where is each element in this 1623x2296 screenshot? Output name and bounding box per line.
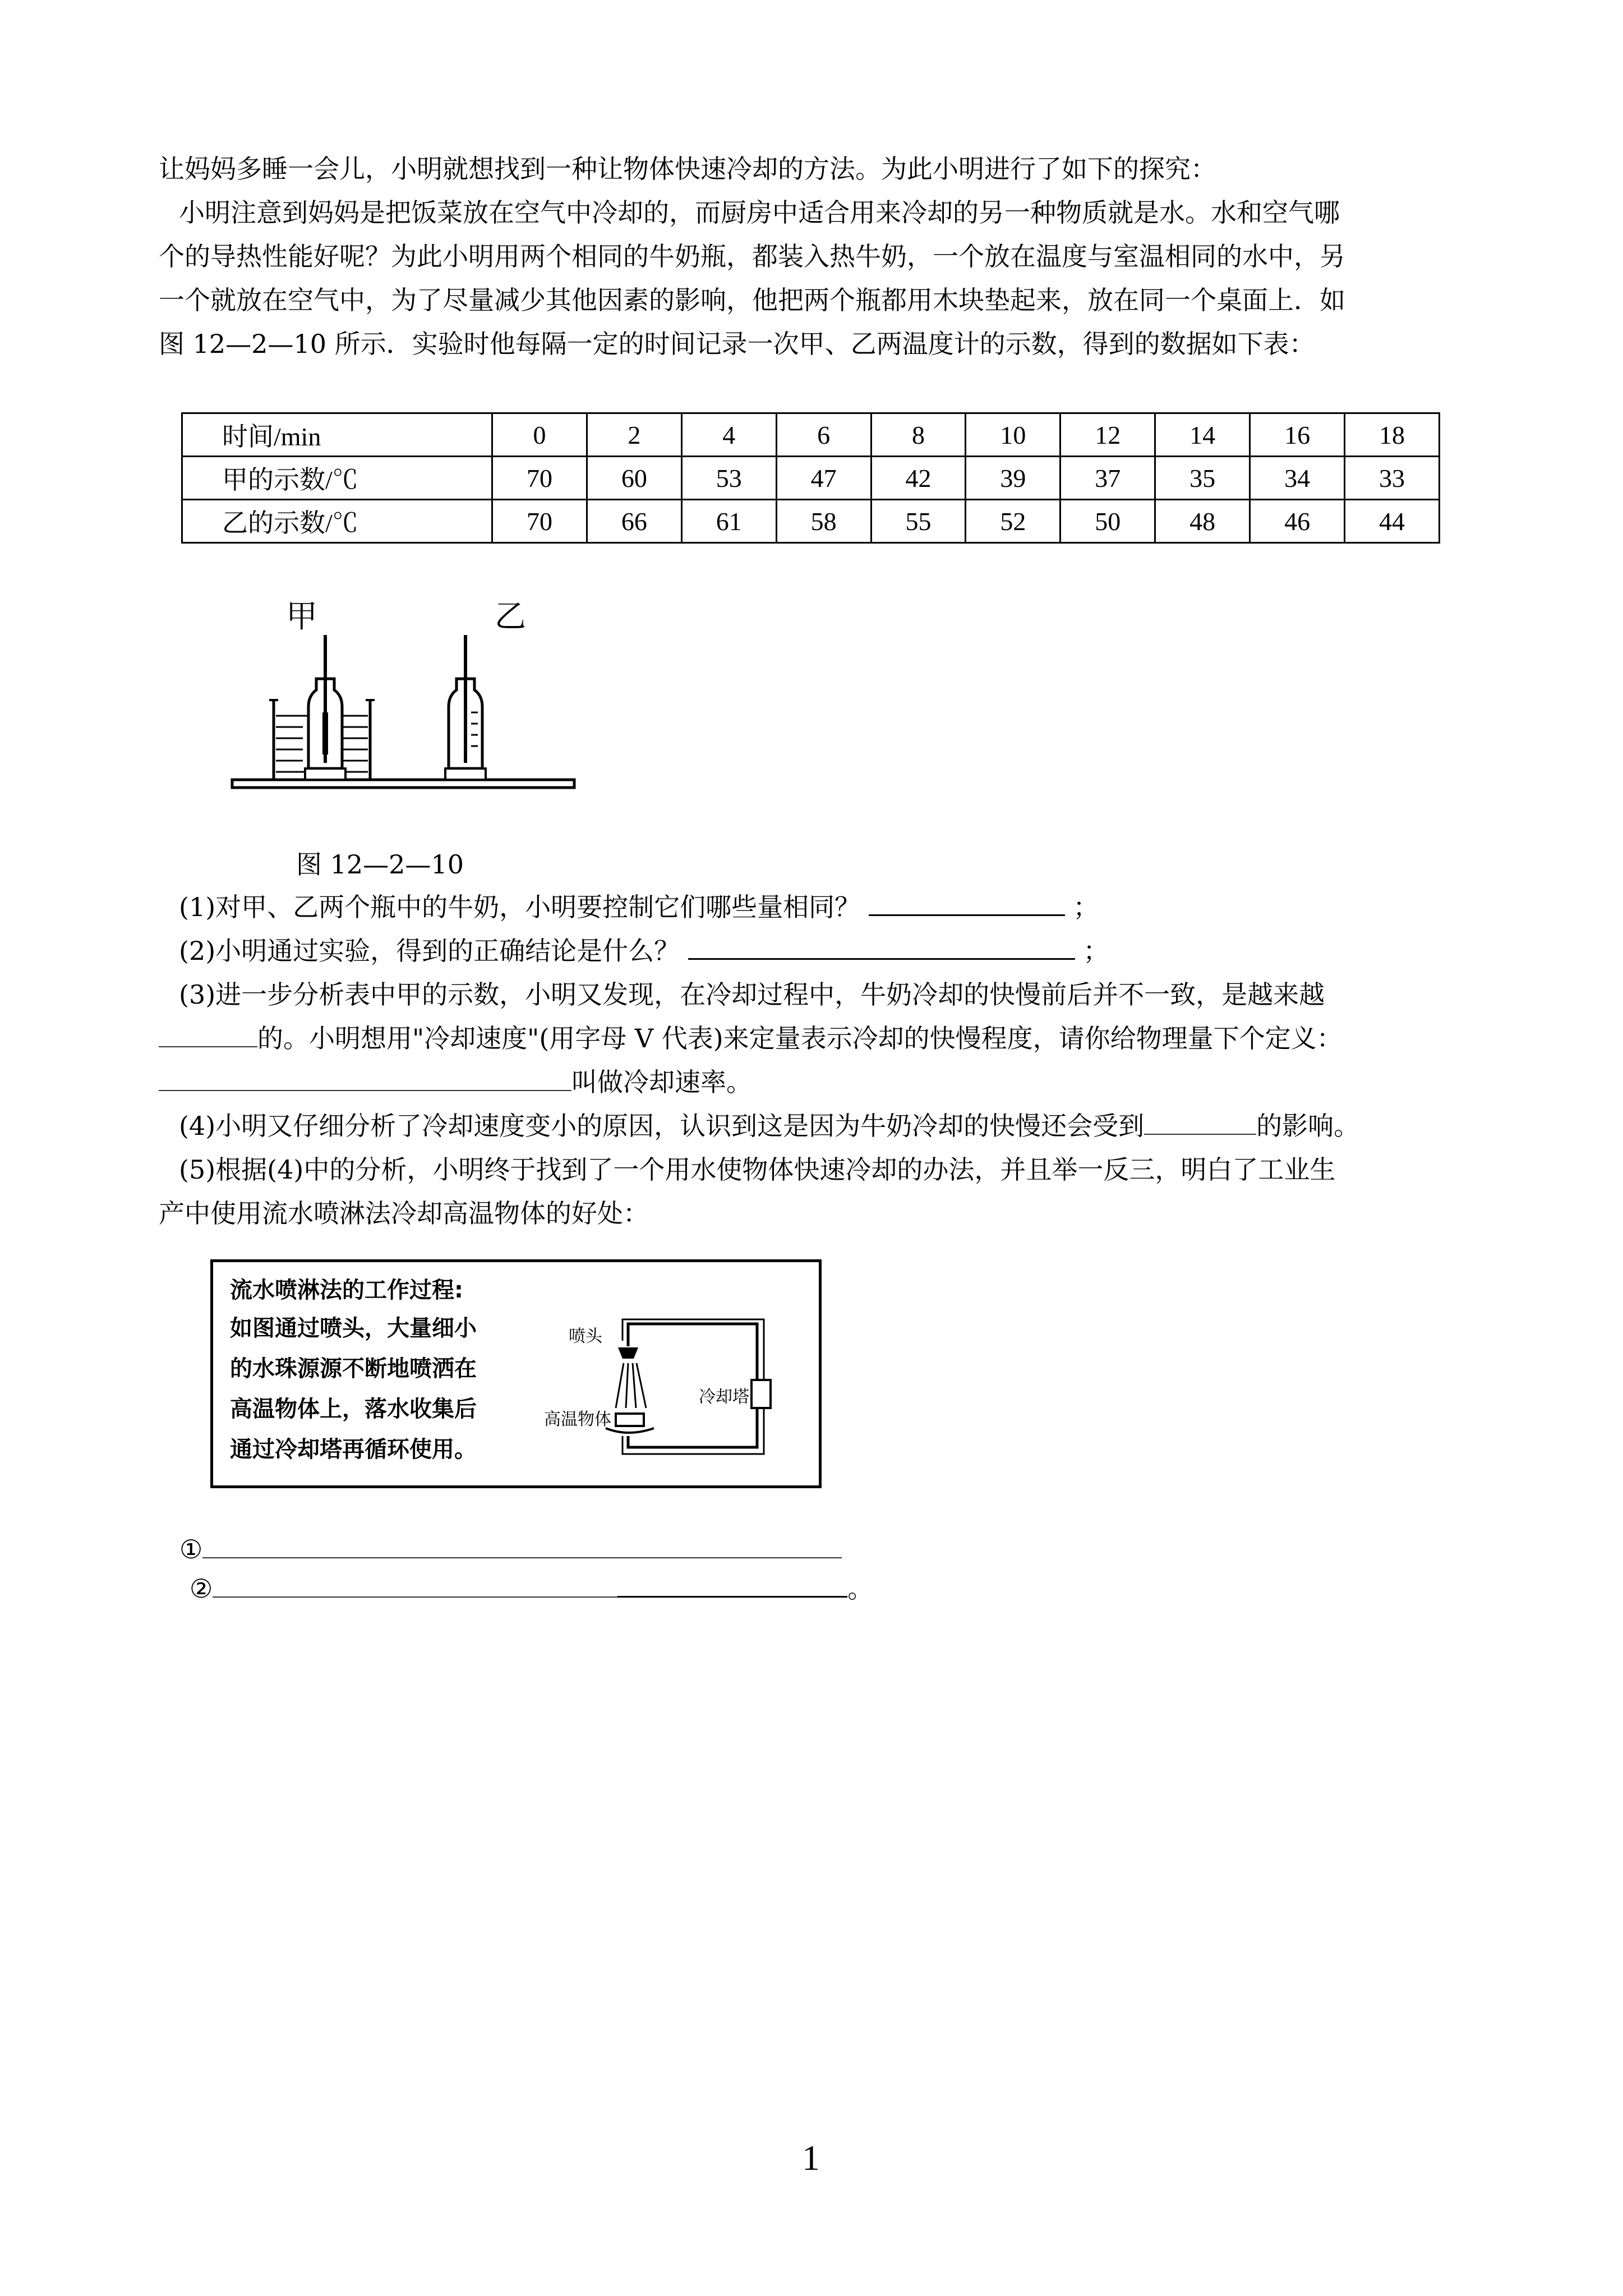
table-cell: 61 [681,500,776,543]
answer-blank[interactable] [869,889,1065,916]
box-body [230,1308,544,1470]
answer-blank[interactable] [1144,1108,1256,1135]
label-cooling-tower: 冷却塔 [699,1387,749,1407]
question-2 [159,929,1482,973]
box-line: 高温物体上，落水收集后 [230,1396,477,1422]
collection-tray [606,1428,654,1433]
table-header-cell: 时间/min [182,413,492,457]
answer-blank[interactable] [617,1570,847,1598]
intro-line: 一个就放在空气中，为了尽量减少其他因素的影响，他把两个瓶都用木块垫起来，放在同一个桌面上．如 [159,285,1345,315]
box-line: 通过冷却塔再循环使用。 [230,1437,477,1462]
intro-line: 让妈妈多睡一会儿，小明就想找到一种让物体快速冷却的方法。为此小明进行了如下的探究： [159,154,1216,184]
question-4 [159,1104,1482,1148]
answer-blank[interactable] [159,1064,571,1091]
table-cell: 48 [1155,500,1250,543]
answer-line-2 [179,1569,873,1608]
experiment-figure [224,600,583,802]
table-cell: 60 [587,457,681,500]
table-cell: 0 [492,413,587,457]
page-number: 1 [802,2138,820,2178]
spray-icon [616,1363,646,1408]
table-header-cell: 乙的示数/℃ [182,500,492,543]
table-cell: 58 [776,500,871,543]
answers-section [179,1530,873,1608]
question-3-line-3 [159,1060,1482,1104]
spray-method-box [210,1259,822,1488]
data-table [181,412,1440,544]
pipe-top [628,1324,757,1380]
intro-line: 图 12—2—10 所示．实验时他每隔一定的时间记录一次甲、乙两温度计的示数，得到的数据如下表： [159,329,1315,359]
question-end: ； [1073,892,1099,922]
table-header-cell: 甲的示数/℃ [182,457,492,500]
intro-line: 小明注意到妈妈是把饭菜放在空气中冷却的，而厨房中适合用来冷却的另一种物质就是水。水和空气哪 [179,197,1340,228]
table-cell: 8 [871,413,966,457]
question-text: 的。小明想用"冷却速度"(用字母 V 代表)来定量表示冷却的快慢程度，请你给物理量下个定义： [257,1023,1343,1053]
table-cell: 12 [1061,413,1155,457]
answer-mark: ② [190,1573,213,1604]
questions-section [159,885,1482,1235]
table-cell: 70 [492,457,587,500]
table-cell: 33 [1345,457,1440,500]
question-3-line-1: (3)进一步分析表中甲的示数，小明又发现，在冷却过程中，牛奶冷却的快慢前后并不一致，是越来越 [179,979,1325,1010]
nozzle-icon [618,1347,638,1359]
table-cell: 44 [1345,500,1440,543]
table-cell: 35 [1155,457,1250,500]
table-row [182,500,1440,543]
question-text: 的影响。 [1256,1111,1360,1141]
table-cell: 37 [1061,457,1155,500]
question-text: 叫做冷却速率。 [571,1067,752,1097]
table-cell: 34 [1250,457,1345,500]
label-hot-object: 高温物体 [544,1410,611,1429]
table-cell: 14 [1155,413,1250,457]
label-nozzle: 喷头 [569,1327,602,1346]
pipe-bottom [628,1408,757,1447]
tabletop [232,780,574,788]
table-cell: 39 [966,457,1061,500]
question-1 [159,885,1482,929]
milk-bottle-jia [305,635,345,780]
box-title: 流水喷淋法的工作过程: [230,1277,463,1303]
question-text: (2)小明通过实验，得到的正确结论是什么？ [179,936,680,966]
box-line: 的水珠源源不断地喷洒在 [230,1356,477,1382]
milk-bottle-yi [445,635,486,780]
table-cell: 53 [681,457,776,500]
question-5-line-2: 产中使用流水喷淋法冷却高温物体的好处： [159,1198,649,1228]
question-end: ； [1083,936,1109,966]
answer-blank[interactable] [688,932,1075,960]
table-cell: 16 [1250,413,1345,457]
table-cell: 46 [1250,500,1345,543]
spray-diagram [544,1296,808,1464]
question-3-line-2 [159,1016,1482,1060]
question-text: (4)小明又仔细分析了冷却速度变小的原因，认识到这是因为牛奶冷却的快慢还会受到 [179,1111,1145,1141]
table-cell: 2 [587,413,681,457]
intro-paragraph [159,147,1482,366]
figure-label-yi: 乙 [495,600,526,635]
table-cell: 66 [587,500,681,543]
table-row [182,413,1440,457]
table-cell: 4 [681,413,776,457]
question-5-line-1: (5)根据(4)中的分析，小明终于找到了一个用水使物体快速冷却的办法，并且举一反三，明白了工业生 [179,1154,1336,1185]
answer-blank[interactable] [213,1571,617,1598]
intro-line: 个的导热性能好呢？为此小明用两个相同的牛奶瓶，都装入热牛奶，一个放在温度与室温相同的水中，另 [159,241,1345,272]
table-cell: 47 [776,457,871,500]
table-cell: 70 [492,500,587,543]
table-cell: 55 [871,500,966,543]
answer-line-1 [179,1530,873,1569]
box-line: 如图通过喷头，大量细小 [230,1315,477,1341]
answer-mark: ① [179,1534,203,1565]
table-cell: 52 [966,500,1061,543]
figure-caption: 图 12—2—10 [296,849,464,880]
cooling-tower [751,1380,771,1408]
table-cell: 50 [1061,500,1155,543]
table-cell: 18 [1345,413,1440,457]
figure-label-jia: 甲 [286,600,317,635]
question-text: (1)对甲、乙两个瓶中的牛奶，小明要控制它们哪些量相同？ [179,892,861,922]
table-cell: 10 [966,413,1061,457]
table-cell: 42 [871,457,966,500]
answer-blank[interactable] [202,1531,842,1558]
hot-object [616,1414,644,1426]
table-cell: 6 [776,413,871,457]
answer-end: 。 [847,1573,874,1604]
table-row [182,457,1440,500]
answer-blank[interactable] [159,1020,257,1047]
